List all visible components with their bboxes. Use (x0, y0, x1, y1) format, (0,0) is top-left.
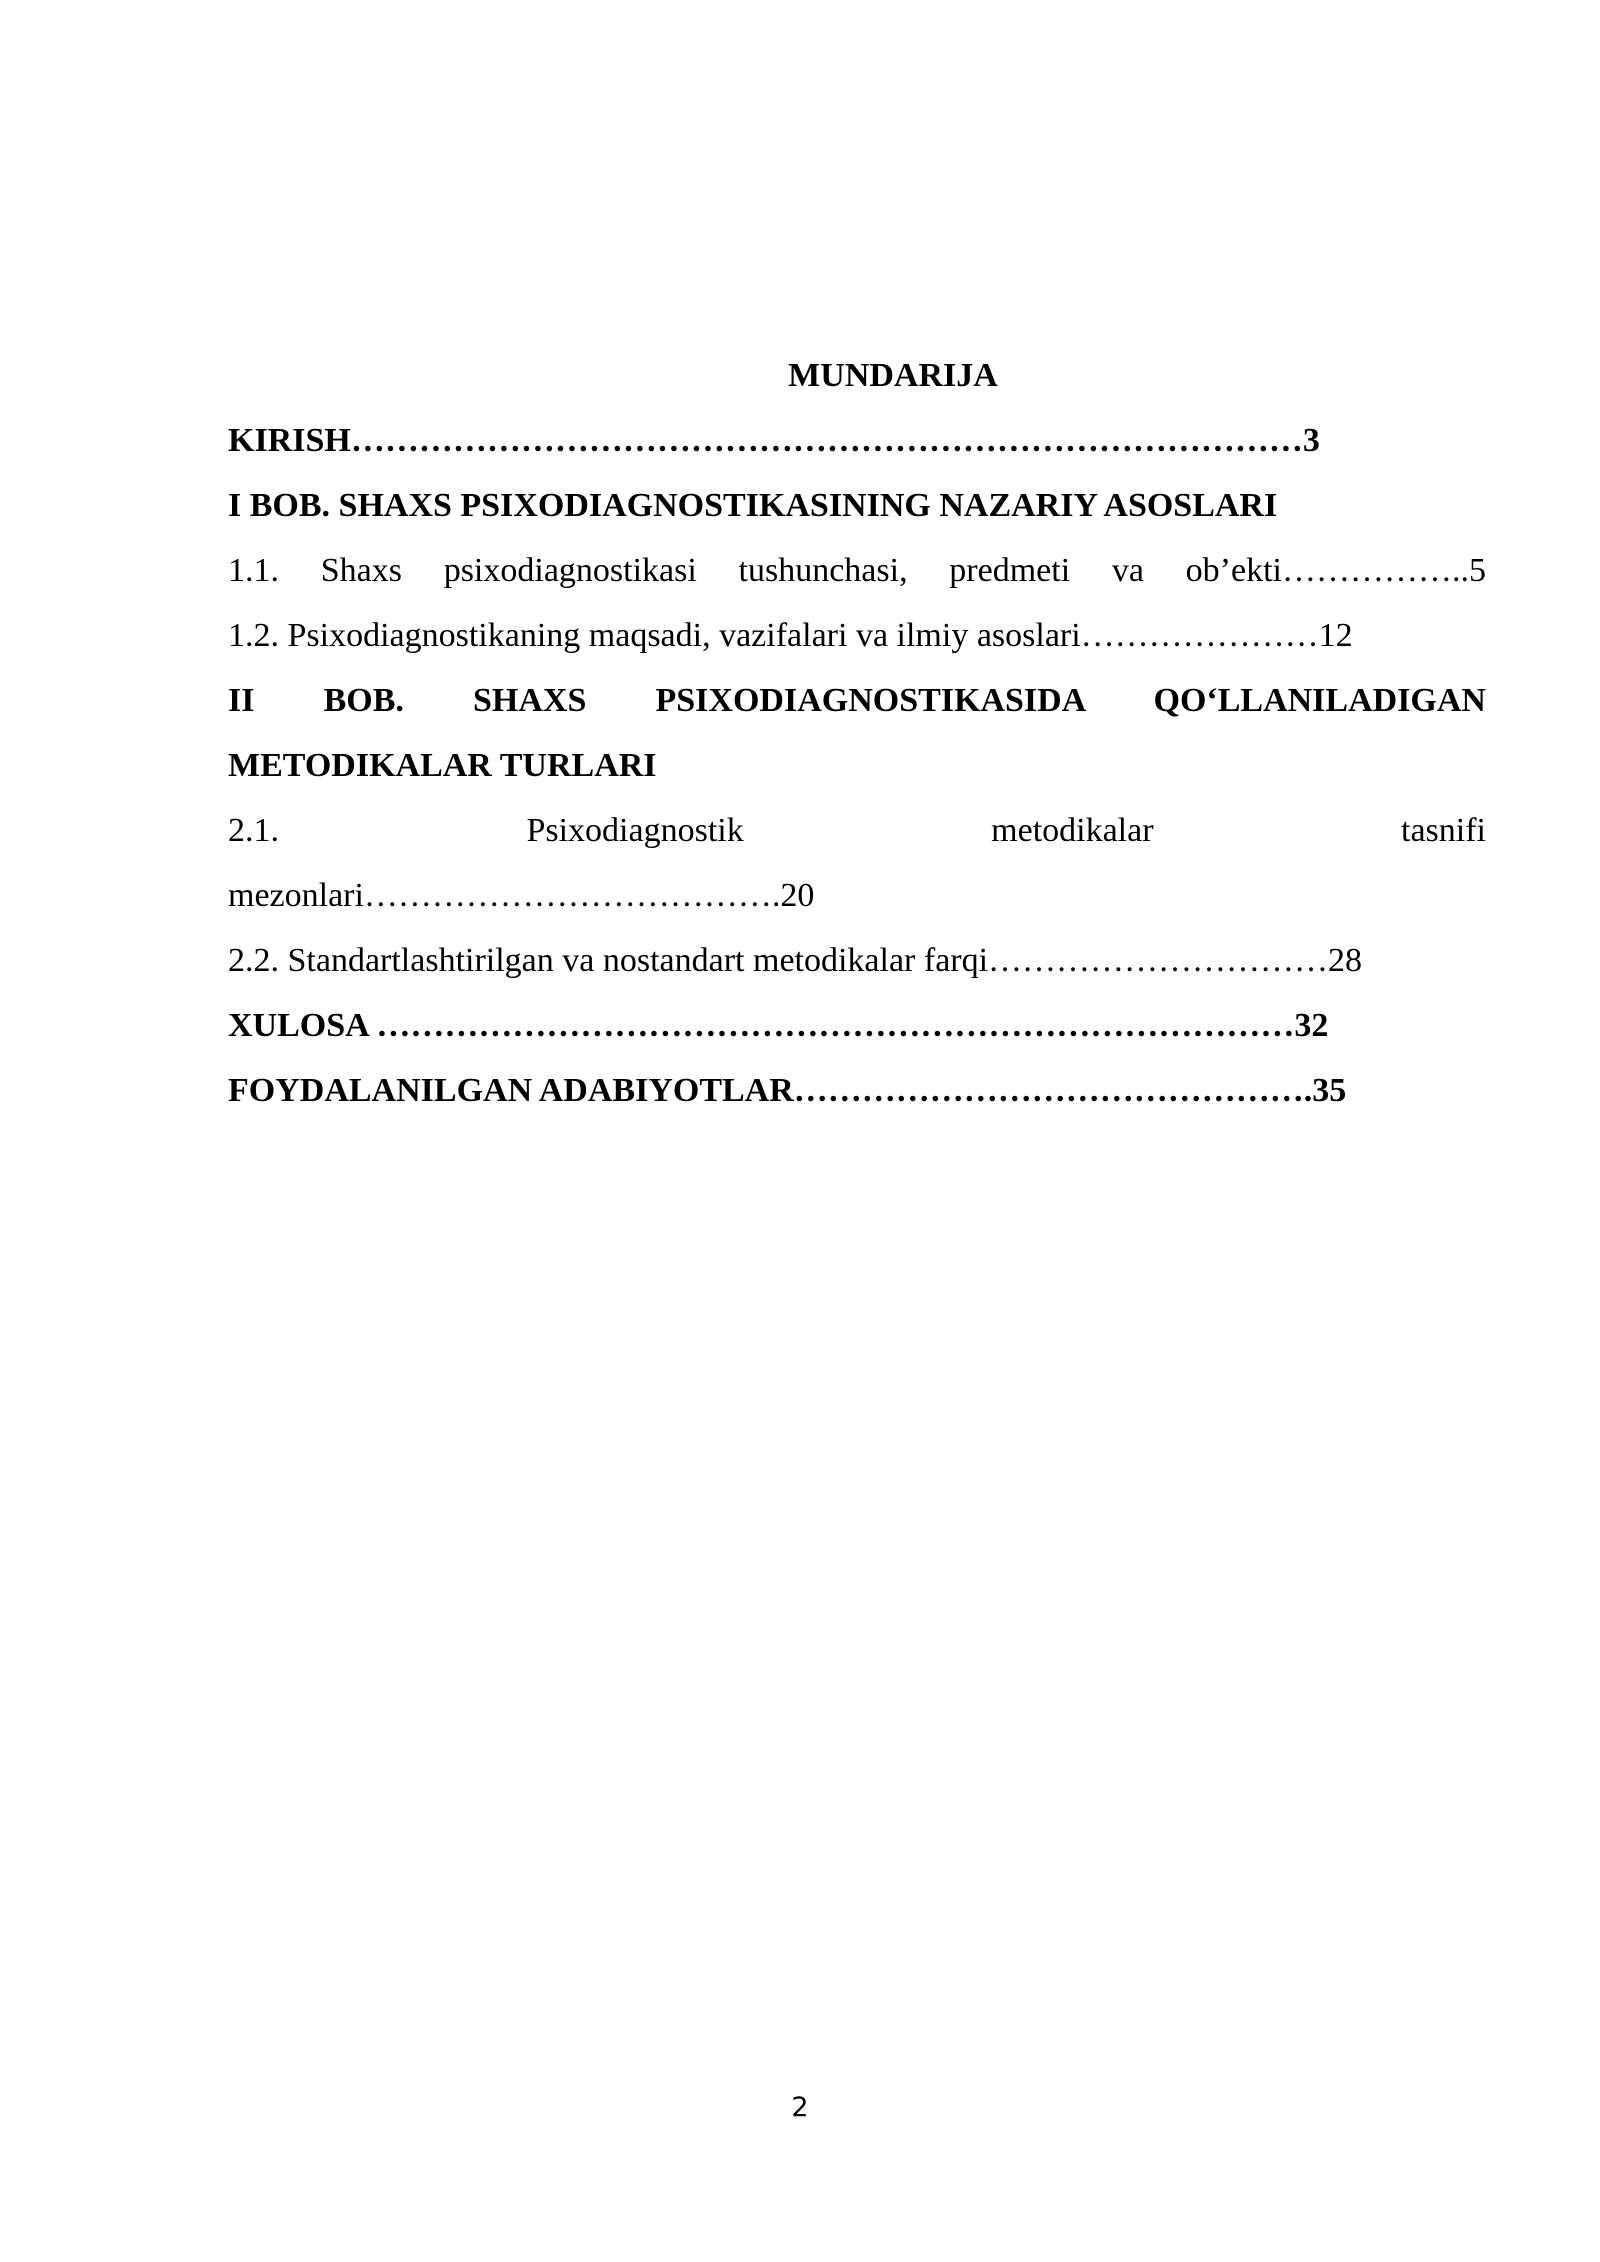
page-number: 2 (791, 2092, 809, 2123)
toc-entry-2-1: 2.1. Psixodiagnostik metodikalar tasnifi (228, 812, 1486, 849)
toc-entry-chapter-2: II BOB. SHAXS PSIXODIAGNOSTIKASIDA QO‘LLANILADIGAN (228, 682, 1486, 719)
toc-entry-chapter-2-cont: METODIKALAR TURLARI (228, 747, 657, 784)
table-of-contents (228, 343, 1486, 1123)
toc-entry-xulosa: XULOSA ………………………………………………………………………32 (228, 1007, 1329, 1044)
toc-entry-2-2: 2.2. Standartlashtirilgan va nostandart metodikalar farqi…………………………28 (228, 942, 1363, 979)
toc-entry-1-2: 1.2. Psixodiagnostikaning maqsadi, vazifalari va ilmiy asoslari…………………12 (228, 617, 1353, 654)
toc-entry-adabiyotlar: FOYDALANILGAN ADABIYOTLAR……………………………………….35 (228, 1072, 1347, 1109)
toc-entry-kirish: KIRISH…………………………………………………………………………3 (228, 422, 1320, 459)
toc-title: MUNDARIJA (788, 357, 998, 394)
toc-entry-2-1-cont: mezonlari……………………………….20 (228, 877, 815, 914)
toc-entry-1-1: 1.1. Shaxs psixodiagnostikasi tushunchasi, predmeti va ob’ekti……………..5 (228, 552, 1486, 589)
toc-entry-chapter-1: I BOB. SHAXS PSIXODIAGNOSTIKASINING NAZARIY ASOSLARI (228, 487, 1278, 524)
